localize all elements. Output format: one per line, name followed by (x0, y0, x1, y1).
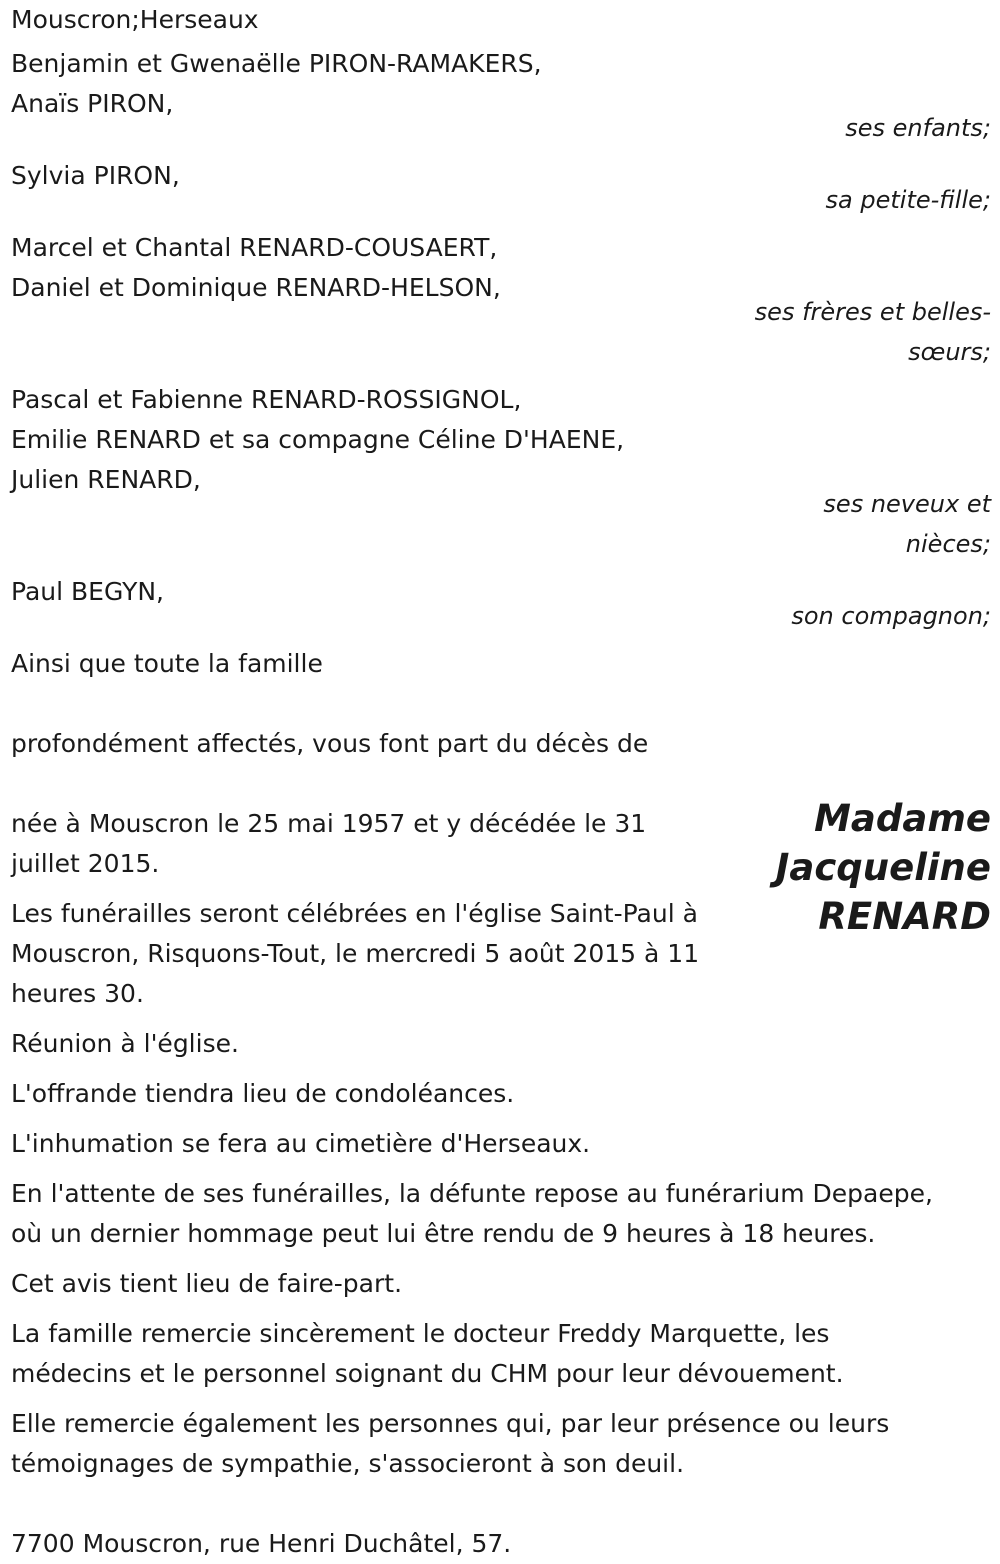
family-group-nephews (11, 380, 991, 564)
family-name: Marcel et Chantal RENARD-COUSAERT, (11, 233, 498, 262)
deceased-title: Madame (814, 797, 991, 840)
family-role-text: ses frères et belles- (754, 298, 991, 326)
family-role-text: sa petite-fille; (825, 186, 991, 214)
family-role-text: son compagnon; (791, 602, 991, 630)
spacer (11, 684, 991, 724)
paragraph-offering (11, 1074, 991, 1114)
funeral-line: heures 30. (11, 979, 144, 1008)
birth-line: juillet 2015. (11, 849, 160, 878)
family-name: Anaïs PIRON, (11, 89, 174, 118)
deceased-section (11, 797, 991, 1014)
family-closing: Ainsi que toute la famille (11, 649, 323, 678)
deceased-last-name: RENARD (818, 895, 991, 938)
deceased-name (751, 794, 991, 941)
family-group-children (11, 44, 991, 148)
family-role-text: ses enfants; (845, 114, 991, 142)
deceased-first-name: Jacqueline (775, 846, 991, 889)
paragraph-thanks-doctor (11, 1314, 991, 1394)
paragraph-line: La famille remercie sincèrement le docteur Freddy Marquette, les (11, 1319, 830, 1348)
family-name: Paul BEGYN, (11, 577, 165, 606)
paragraph-line: où un dernier hommage peut lui être rendu de 9 heures à 18 heures. (11, 1219, 876, 1248)
family-name: Sylvia PIRON, (11, 161, 180, 190)
funeral-line: Les funérailles seront célébrées en l'église Saint-Paul à (11, 899, 698, 928)
paragraph-notice (11, 1264, 991, 1304)
paragraph-funeral-home (11, 1174, 991, 1254)
funeral-line: Mouscron, Risquons-Tout, le mercredi 5 août 2015 à 11 (11, 939, 700, 968)
family-group-siblings (11, 228, 991, 372)
paragraph-line: Elle remercie également les personnes qui, par leur présence ou leurs (11, 1409, 890, 1438)
paragraph-line: Cet avis tient lieu de faire-part. (11, 1269, 403, 1298)
family-role-text: ses neveux et (823, 490, 991, 518)
family-role-text: nièces; (905, 530, 991, 558)
family-group-companion (11, 572, 991, 636)
paragraph-line: L'offrande tiendra lieu de condoléances. (11, 1079, 515, 1108)
announcement-text: profondément affectés, vous font part du décès de (11, 729, 649, 758)
family-group-granddaughter (11, 156, 991, 220)
birth-info (11, 804, 741, 884)
family-name: Pascal et Fabienne RENARD-ROSSIGNOL, (11, 385, 522, 414)
obituary-notice (11, 0, 991, 1564)
paragraph-line: Réunion à l'église. (11, 1029, 239, 1058)
paragraph-burial (11, 1124, 991, 1164)
spacer (11, 1484, 991, 1524)
paragraph-line: En l'attente de ses funérailles, la défunte repose au funérarium Depaepe, (11, 1179, 933, 1208)
paragraph-line: médecins et le personnel soignant du CHM pour leur dévouement. (11, 1359, 844, 1388)
family-name: Emilie RENARD et sa compagne Céline D'HAENE, (11, 425, 625, 454)
family-name: Daniel et Dominique RENARD-HELSON, (11, 273, 501, 302)
family-name: Benjamin et Gwenaëlle PIRON-RAMAKERS, (11, 49, 542, 78)
paragraph-line: L'inhumation se fera au cimetière d'Herseaux. (11, 1129, 591, 1158)
paragraph-line: témoignages de sympathie, s'associeront à son deuil. (11, 1449, 685, 1478)
funeral-info (11, 894, 741, 1014)
paragraph-gathering (11, 1024, 991, 1064)
locality-header: Mouscron;Herseaux (11, 5, 259, 34)
family-role-text: sœurs; (908, 338, 991, 366)
birth-line: née à Mouscron le 25 mai 1957 et y décédée le 31 (11, 809, 647, 838)
address: 7700 Mouscron, rue Henri Duchâtel, 57. (11, 1529, 512, 1558)
paragraph-thanks-sympathy (11, 1404, 991, 1484)
family-name: Julien RENARD, (11, 465, 201, 494)
